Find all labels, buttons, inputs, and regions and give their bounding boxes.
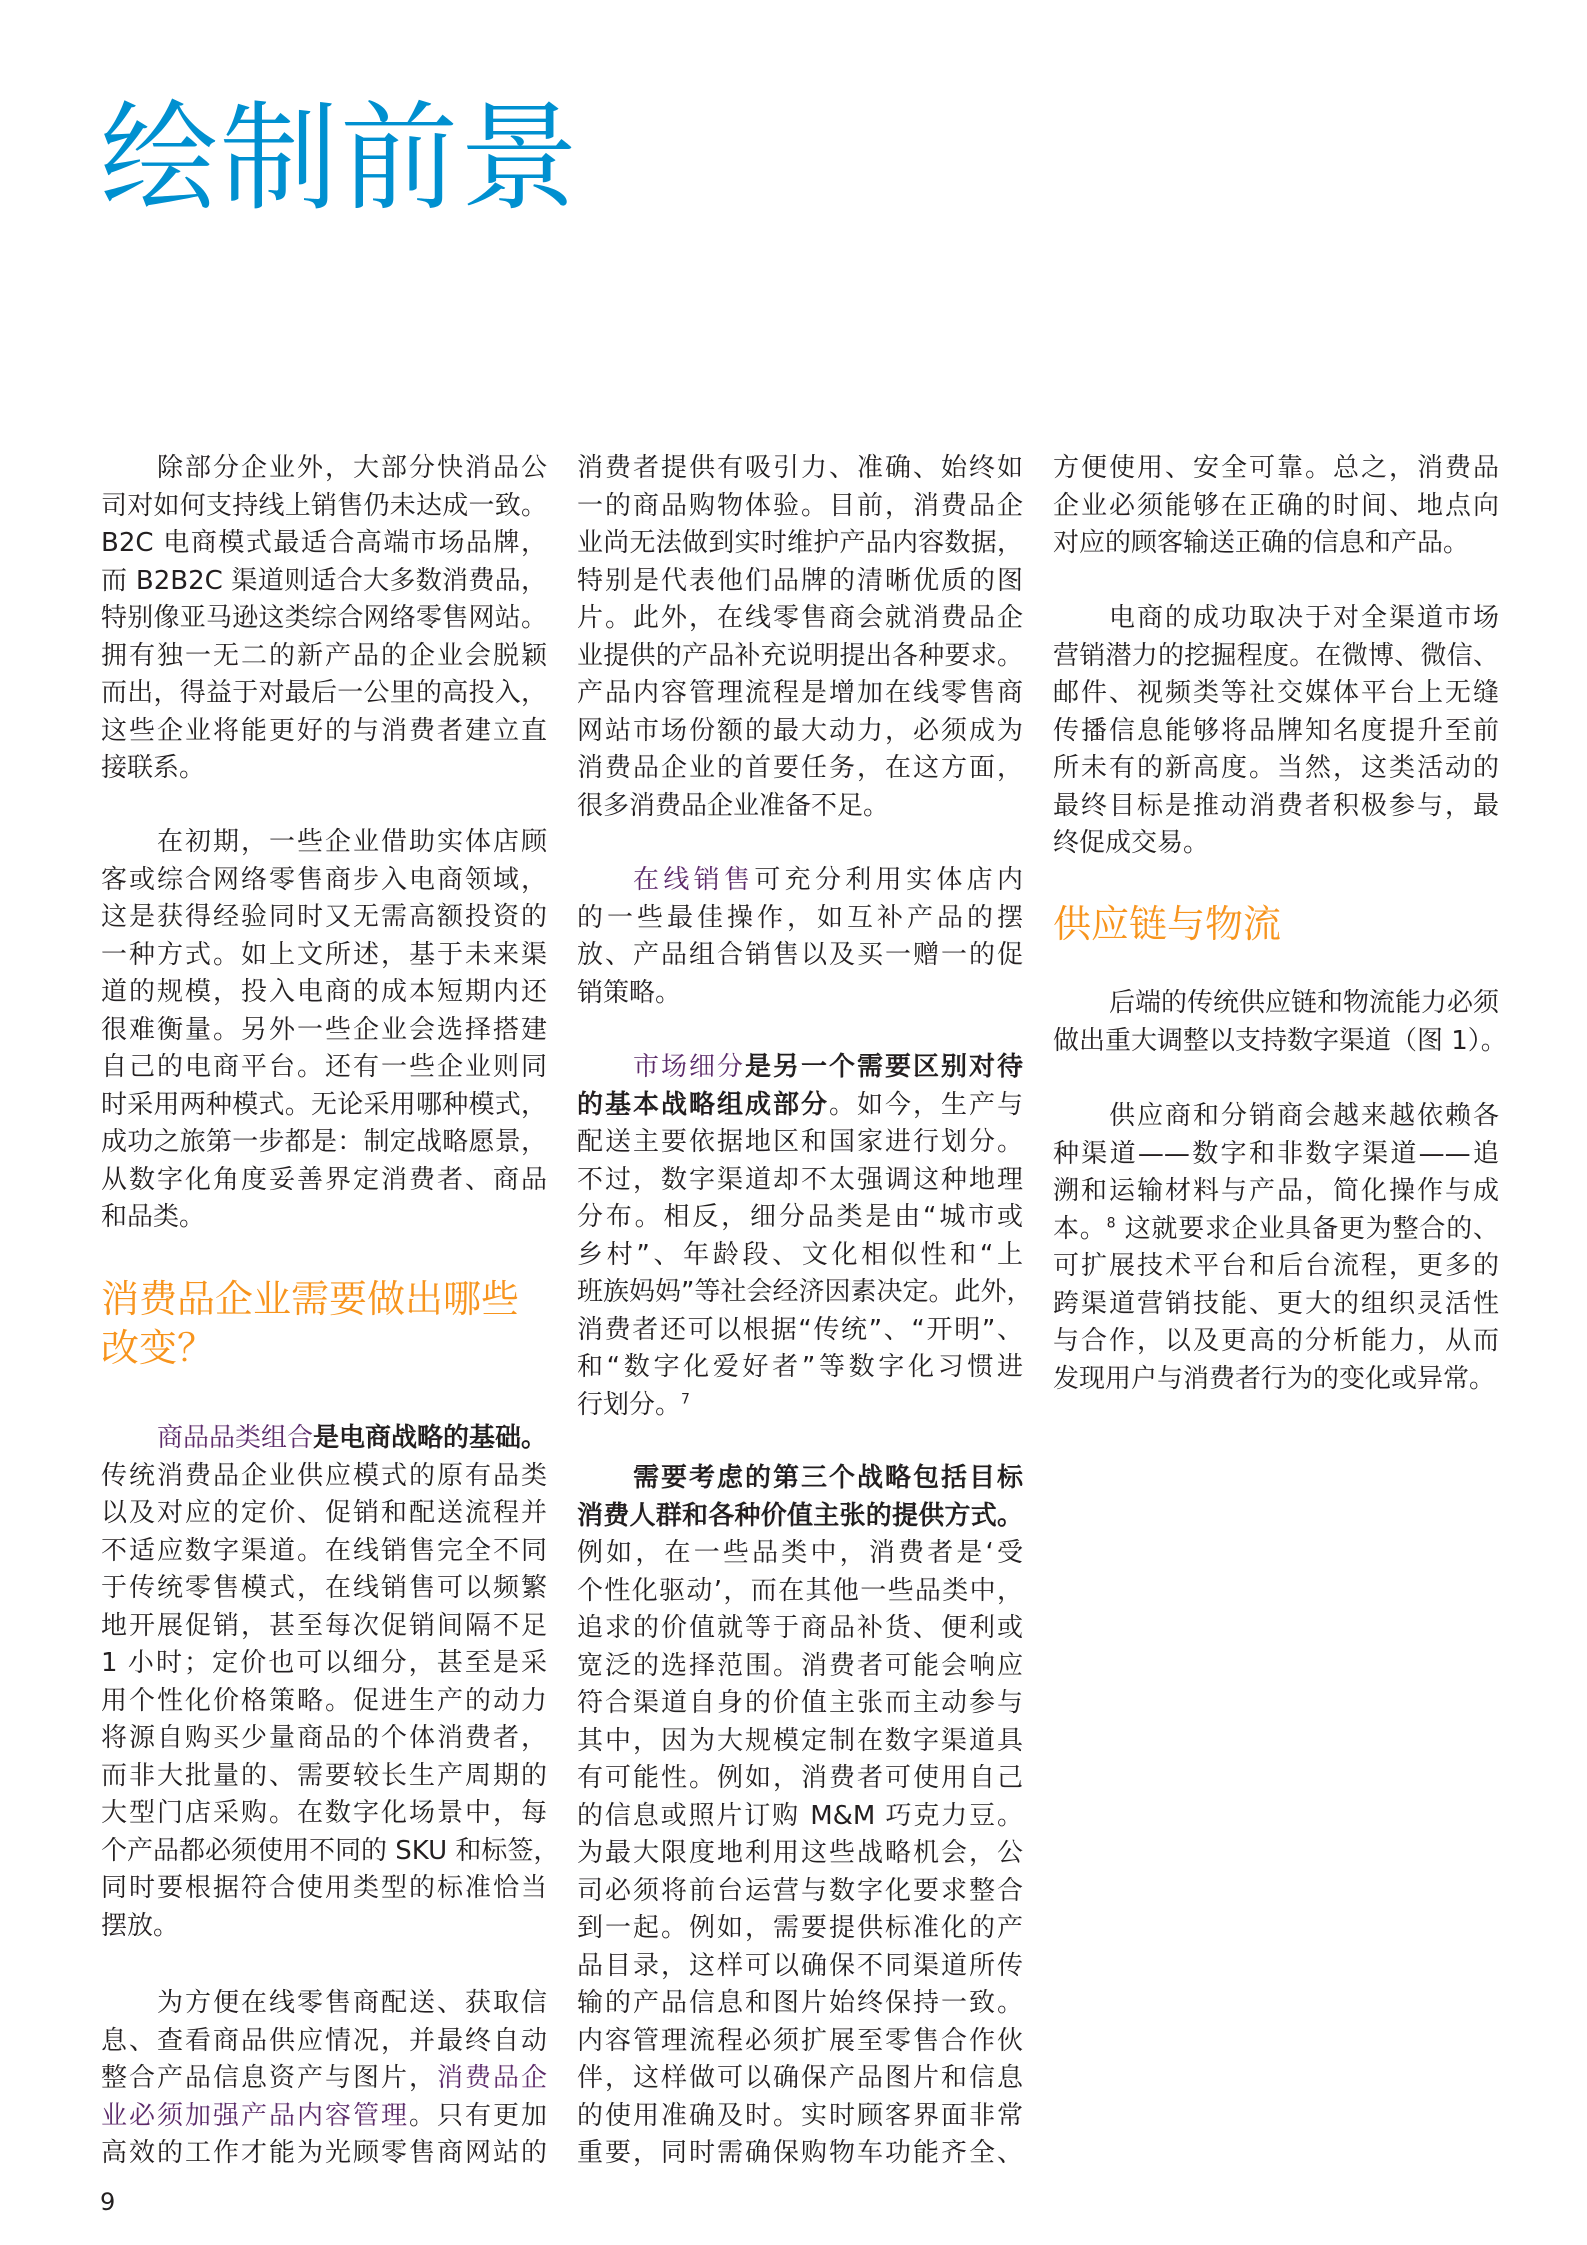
text-line: 宽泛的选择范围。消费者可能会响应 <box>577 1650 1023 1681</box>
text-line: 时采用两种模式。无论采用哪种模式， <box>101 1089 547 1120</box>
text-line <box>577 1387 1023 1425</box>
footnote-ref: 8 <box>1106 1214 1116 1231</box>
text-line: 司对如何支持线上销售仍未达成一致。 <box>101 490 547 521</box>
text-line: 传统消费品企业供应模式的原有品类 <box>101 1460 547 1491</box>
section-heading <box>101 1275 547 1373</box>
text-line: 于传统零售模式，在线销售可以频繁 <box>101 1573 547 1603</box>
text-line: 息、查看商品供应情况，并最终自动 <box>101 2025 547 2056</box>
text-line: 销策略。 <box>577 977 682 1008</box>
text-line: 从数字化角度妥善界定消费者、商品 <box>101 1164 547 1195</box>
text-line: 摆放。 <box>101 1910 180 1941</box>
text-line: 消费品企业的首要任务，在这方面， <box>577 753 1023 783</box>
text-line: 和品类。 <box>101 1202 206 1232</box>
text-line: 为方便在线零售商配送、获取信 <box>157 1988 547 2018</box>
text-segment: 可充分利用实体店内 <box>754 865 1023 895</box>
text-line: 一种方式。如上文所述，基于未来渠 <box>101 939 547 970</box>
text-line: 业尚无法做到实时维护产品内容数据， <box>577 528 1023 558</box>
text-line: 网站市场份额的最大动力，必须成为 <box>577 715 1023 746</box>
text-line: 伴，这样做可以确保产品图片和信息 <box>577 2063 1023 2093</box>
paragraph <box>101 1420 560 1945</box>
text-line: B2C 电商模式最适合高端市场品牌， <box>101 528 547 558</box>
text-line: 的使用准确及时。实时顾客界面非常 <box>577 2100 1023 2131</box>
text-line: 企业必须能够在正确的时间、地点向 <box>1053 490 1499 521</box>
highlighted-term: 市场细分 <box>633 1052 745 1082</box>
text-line: 高效的工作才能为光顾零售商网站的 <box>101 2138 547 2168</box>
text-line: 的信息或照片订购 M&M 巧克力豆。 <box>577 1800 1023 1831</box>
text-line: 将源自购买少量商品的个体消费者， <box>101 1723 547 1753</box>
text-line: 所未有的新高度。当然，这类活动的 <box>1053 753 1499 783</box>
text-line: 为最大限度地利用这些战略机会，公 <box>577 1838 1023 1868</box>
text-line: 放、产品组合销售以及买一赠一的促 <box>577 940 1023 970</box>
text-line <box>577 1498 1023 1536</box>
paragraph <box>1053 985 1507 1060</box>
text-line: 班族妈妈”等社会经济因素决定。此外， <box>577 1277 1033 1307</box>
text-line: 成功之旅第一步都是：制定战略愿景， <box>101 1127 547 1157</box>
text-segment: 是另一个需要区别对待 <box>745 1052 1023 1082</box>
text-line: 符合渠道自身的价值主张而主动参与 <box>577 1688 1023 1718</box>
paragraph <box>1053 600 1499 863</box>
text-line: 接联系。 <box>101 753 206 783</box>
paragraph <box>101 1985 547 2173</box>
text-line <box>101 2060 547 2098</box>
paragraph <box>577 862 1023 1012</box>
text-line: 重要，同时需确保购物车功能齐全、 <box>577 2138 1023 2168</box>
text-line: 司必须将前台运营与数字化要求整合 <box>577 1875 1023 1906</box>
text-line: 而出，得益于对最后一公里的高投入， <box>101 678 547 708</box>
text-line: 内容管理流程必须扩展至零售合作伙 <box>577 2025 1023 2056</box>
text-line: 不过，数字渠道却不太强调这种地理 <box>577 1164 1023 1195</box>
text-segment: 。如今，生产与 <box>828 1089 1023 1120</box>
highlighted-term: 消费品企 <box>436 2063 547 2093</box>
text-line: 分布。相反，细分品类是由“城市或 <box>577 1202 1023 1232</box>
text-line: 其中，因为大规模定制在数字渠道具 <box>577 1725 1023 1756</box>
text-line: 在初期，一些企业借助实体店顾 <box>157 827 547 857</box>
text-line: 这些企业将能更好的与消费者建立直 <box>101 715 547 746</box>
text-line: 配送主要依据地区和国家进行划分。 <box>577 1127 1023 1157</box>
paragraph <box>1053 1098 1499 1398</box>
text-line: 用个性化价格策略。促进生产的动力 <box>101 1685 547 1716</box>
text-line <box>577 862 1023 900</box>
text-line: 特别像亚马逊这类综合网络零售网站。 <box>101 603 547 633</box>
text-line: 很多消费品企业准备不足。 <box>577 790 890 821</box>
text-line: 最终目标是推动消费者积极参与，最 <box>1053 790 1499 821</box>
text-line: 品目录，这样可以确保不同渠道所传 <box>577 1950 1023 1981</box>
text-line: 消费者还可以根据“传统”、“开明”、 <box>577 1314 1023 1345</box>
text-line <box>101 2098 547 2136</box>
text-line: 电商的成功取决于对全渠道市场 <box>1109 603 1499 633</box>
text-line: 道的规模，投入电商的成本短期内还 <box>101 977 547 1007</box>
paragraph <box>577 1049 1033 1424</box>
section-heading <box>1053 900 1499 949</box>
text-line: 不适应数字渠道。在线销售完全不同 <box>101 1535 547 1566</box>
text-line: 传播信息能够将品牌知名度提升至前 <box>1053 715 1499 746</box>
text-segment: 本。 <box>1053 1213 1107 1244</box>
text-line: 与合作，以及更高的分析能力，从而 <box>1053 1326 1499 1356</box>
text-line: 而 B2B2C 渠道则适合大多数消费品， <box>101 565 547 596</box>
text-line: 很难衡量。另外一些企业会选择搭建 <box>101 1014 547 1045</box>
text-line: 营销潜力的挖掘程度。在微博、微信、 <box>1053 640 1499 671</box>
text-line: 同时要根据符合使用类型的标准恰当 <box>101 1873 547 1903</box>
paragraph <box>577 1460 1023 2173</box>
page-number: 9 <box>100 2188 116 2216</box>
text-line <box>577 1460 1023 1498</box>
text-line: 输的产品信息和图片始终保持一致。 <box>577 1988 1023 2018</box>
text-line: 大型门店采购。在数字化场景中，每 <box>101 1798 547 1828</box>
text-line: 方便使用、安全可靠。总之，消费品 <box>1053 453 1499 483</box>
text-line: 的一些最佳操作，如互补产品的摆 <box>577 902 1023 933</box>
text-line: 对应的顾客输送正确的信息和产品。 <box>1053 528 1470 558</box>
paragraph <box>577 450 1023 825</box>
text-line: 客或综合网络零售商步入电商领域， <box>101 864 547 895</box>
paragraph <box>1053 450 1499 563</box>
paragraph <box>101 824 547 1237</box>
highlighted-term: 业必须加强产品内容管理 <box>101 2100 409 2131</box>
footnote-ref: 7 <box>681 1390 690 1407</box>
text-line: 种渠道——数字和非数字渠道——追 <box>1053 1138 1499 1169</box>
text-segment: 整合产品信息资产与图片， <box>101 2063 437 2093</box>
text-line: 除部分企业外，大部分快消品公 <box>157 453 547 483</box>
text-line: 以及对应的定价、促销和配送流程并 <box>101 1498 547 1528</box>
text-line: 有可能性。例如，消费者可使用自己 <box>577 1763 1023 1793</box>
text-line: 改变？ <box>101 1326 216 1370</box>
text-line: 消费品企业需要做出哪些 <box>101 1277 520 1321</box>
text-line <box>577 1087 1023 1125</box>
text-line: 发现用户与消费者行为的变化或异常。 <box>1053 1363 1496 1394</box>
text-line: 可扩展技术平台和后台流程，更多的 <box>1053 1251 1499 1281</box>
text-line: 追求的价值就等于商品补货、便利或 <box>577 1613 1023 1643</box>
text-line: 溯和运输材料与产品，简化操作与成 <box>1053 1176 1499 1206</box>
text-line: 拥有独一无二的新产品的企业会脱颖 <box>101 640 547 671</box>
text-segment: 是电商战略的基础。 <box>313 1423 548 1453</box>
text-line <box>101 1420 547 1458</box>
text-line: 例如，在一些品类中，消费者是‘受 <box>577 1538 1023 1568</box>
text-line: 一的商品购物体验。目前，消费品企 <box>577 490 1023 521</box>
text-segment: 需要考虑的第三个战略包括目标 <box>633 1463 1023 1493</box>
text-segment: 的基本战略组成部分 <box>577 1089 829 1120</box>
text-line: 做出重大调整以支持数字渠道（图 1）。 <box>1053 1025 1507 1056</box>
text-line <box>577 1049 1023 1087</box>
text-line: 自己的电商平台。还有一些企业则同 <box>101 1052 547 1082</box>
text-line: 特别是代表他们品牌的清晰优质的图 <box>577 565 1023 596</box>
text-line: 这是获得经验同时又无需高额投资的 <box>101 902 547 932</box>
text-line: 消费者提供有吸引力、准确、始终如 <box>577 453 1023 483</box>
text-segment: 这就要求企业具备更为整合的、 <box>1115 1213 1499 1244</box>
text-line: 个产品都必须使用不同的 SKU 和标签， <box>101 1835 560 1866</box>
text-line: 个性化驱动’，而在其他一些品类中， <box>577 1575 1023 1606</box>
highlighted-term: 在线销售 <box>633 865 755 895</box>
text-line: 邮件、视频类等社交媒体平台上无缝 <box>1053 678 1499 708</box>
text-line: 业提供的产品补充说明提出各种要求。 <box>577 640 1023 671</box>
text-line: 产品内容管理流程是增加在线零售商 <box>577 678 1023 708</box>
text-line: 片。此外，在线零售商会就消费品企 <box>577 603 1023 633</box>
page-title: 绘制前景 <box>100 89 581 227</box>
text-line: 到一起。例如，需要提供标准化的产 <box>577 1913 1023 1943</box>
highlighted-term: 商品品类组合 <box>157 1423 314 1453</box>
text-line: 供应链与物流 <box>1053 902 1282 946</box>
text-line: 跨渠道营销技能、更大的组织灵活性 <box>1053 1288 1499 1319</box>
text-line: 地开展促销，甚至每次促销间隔不足 <box>101 1610 547 1641</box>
text-line: 供应商和分销商会越来越依赖各 <box>1109 1101 1499 1131</box>
text-line <box>1053 1211 1499 1249</box>
text-segment: 消费人群和各种价值主张的提供方式。 <box>577 1500 1023 1531</box>
text-segment: 。只有更加 <box>408 2100 547 2131</box>
text-line: 而非大批量的、需要较长生产周期的 <box>101 1760 547 1791</box>
paragraph <box>101 450 547 788</box>
text-line: 1 小时；定价也可以细分，甚至是采 <box>101 1648 547 1678</box>
text-line: 乡村”、年龄段、文化相似性和“上 <box>577 1239 1023 1270</box>
text-line: 后端的传统供应链和物流能力必须 <box>1109 988 1500 1018</box>
text-line: 和“数字化爱好者”等数字化习惯进 <box>577 1352 1023 1382</box>
text-segment: 行划分。 <box>577 1389 682 1420</box>
text-line: 终促成交易。 <box>1053 828 1210 858</box>
